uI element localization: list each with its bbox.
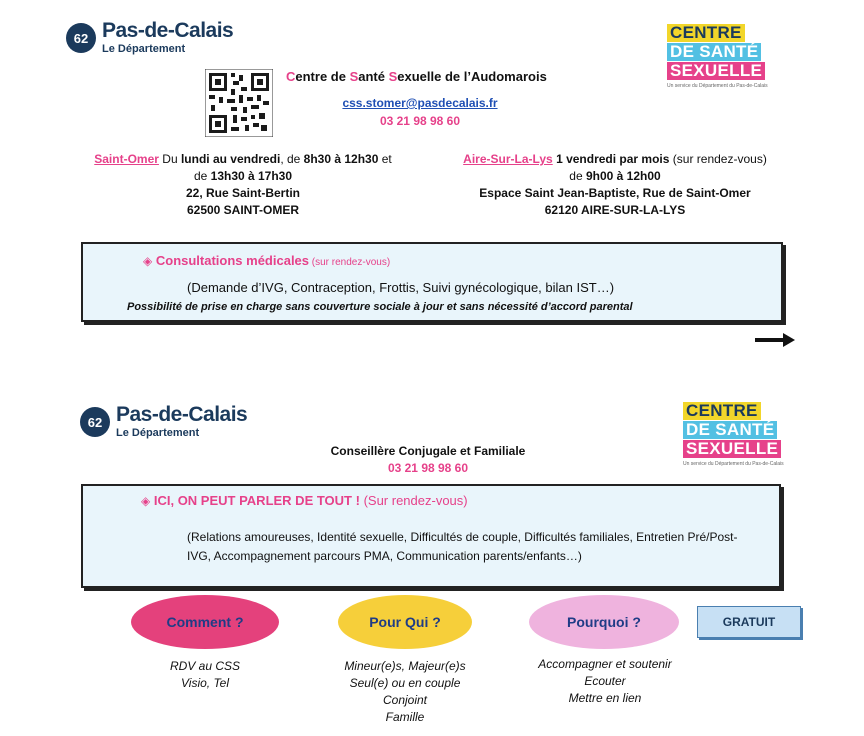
detail-line: Ecouter <box>584 674 626 688</box>
consult-title-text: Consultations médicales <box>155 253 310 268</box>
talk-title <box>141 493 468 508</box>
title-letter-s2: S <box>388 69 398 84</box>
dept-number: 62 <box>80 407 110 437</box>
title-part: exuelle de l’Audomarois <box>397 69 547 84</box>
saint-omer-address: 22, Rue Saint-Bertin <box>185 186 301 200</box>
pour-qui-details <box>320 658 490 726</box>
top-phone: 03 21 98 98 60 <box>379 114 461 128</box>
detail-line: Visio, Tel <box>180 676 230 690</box>
css-logo-line2: DE SANTÉ <box>683 421 777 439</box>
bottom-phone: 03 21 98 98 60 <box>387 461 469 475</box>
talk-title-text: ICI, ON PEUT PARLER DE TOUT ! <box>153 493 360 508</box>
frequency: 1 vendredi par mois <box>552 152 670 166</box>
diamond-icon: ◈ <box>143 254 153 268</box>
oval-comment <box>131 595 279 649</box>
detail-line: Mineur(e)s, Majeur(e)s <box>344 659 466 673</box>
center-title <box>286 69 547 84</box>
dept-name: Pas-de-Calais <box>102 19 234 42</box>
css-logo-line1: CENTRE <box>683 402 761 420</box>
aire-place: Aire-Sur-La-Lys <box>463 152 553 166</box>
dept-number: 62 <box>66 23 96 53</box>
detail-line: RDV au CSS <box>169 659 241 673</box>
title-part: anté <box>358 69 389 84</box>
pourquoi-details <box>520 656 690 707</box>
arrow-right-icon <box>755 333 797 347</box>
dept-logo-bottom <box>80 404 247 440</box>
hours: 9h00 à 12h00 <box>585 169 661 183</box>
days: lundi au vendredi <box>180 152 281 166</box>
qr-code-icon <box>205 69 273 137</box>
detail-line: Seul(e) ou en couple <box>349 676 461 690</box>
text: de <box>193 169 211 183</box>
oval-label: Comment ? <box>166 614 244 630</box>
detail-line: Famille <box>385 710 425 724</box>
css-logo-line3: SEXUELLE <box>667 62 765 80</box>
dept-sub: Le Département <box>116 427 200 439</box>
consultations-list: (Demande d’IVG, Contraception, Frottis, Suivi gynécologique, bilan IST…) <box>187 280 615 295</box>
aire-address: Espace Saint Jean-Baptiste, Rue de Saint-Omer <box>479 186 751 200</box>
css-logo-top <box>667 24 775 89</box>
dept-logo-top <box>66 20 233 56</box>
css-logo-line1: CENTRE <box>667 24 745 42</box>
css-logo-tagline: Un service du Département du Pas-de-Calais <box>667 83 768 89</box>
consultations-note: Possibilité de prise en charge sans couverture sociale à jour et sans nécessité d’accord parental <box>127 301 633 313</box>
text: , de <box>280 152 304 166</box>
hours: 13h30 à 17h30 <box>210 169 293 183</box>
saint-omer-place: Saint-Omer <box>94 152 159 166</box>
oval-pour-qui <box>338 595 472 649</box>
detail-line: Accompagner et soutenir <box>538 657 672 671</box>
consultations-title <box>143 253 390 268</box>
talk-box <box>81 484 781 588</box>
aire-city: 62120 AIRE-SUR-LA-LYS <box>544 203 686 217</box>
css-logo-line2: DE SANTÉ <box>667 43 761 61</box>
detail-line: Conjoint <box>382 693 428 707</box>
text: et <box>378 152 392 166</box>
talk-title-note: (Sur rendez-vous) <box>359 493 468 508</box>
text: Du <box>158 152 181 166</box>
saint-omer-city: 62500 SAINT-OMER <box>186 203 300 217</box>
oval-pourquoi <box>529 595 679 649</box>
oval-label: Pour Qui ? <box>369 614 441 630</box>
title-part: entre de <box>295 69 350 84</box>
oval-label: Pourquoi ? <box>567 614 641 630</box>
aire-block <box>440 151 790 219</box>
consultations-box <box>81 242 783 322</box>
hours: 8h30 à 12h30 <box>303 152 379 166</box>
dept-sub: Le Département <box>102 43 186 55</box>
css-logo-line3: SEXUELLE <box>683 440 781 458</box>
saint-omer-block <box>76 151 410 219</box>
detail-line: Mettre en lien <box>568 691 642 705</box>
talk-text: (Relations amoureuses, Identité sexuelle, Difficultés de couple, Difficultés familiales, Entretien Pré/Post-IVG, Accompagnement parcours PMA, Communication parents/enfants…) <box>187 530 738 563</box>
css-logo-bottom <box>683 402 791 467</box>
diamond-icon: ◈ <box>141 494 151 508</box>
css-logo-tagline: Un service du Département du Pas-de-Calais <box>683 461 784 467</box>
title-letter-s: S <box>349 69 359 84</box>
dept-name: Pas-de-Calais <box>116 403 248 426</box>
title-letter-c: C <box>286 69 296 84</box>
text: (sur rendez-vous) <box>669 152 767 166</box>
email-link[interactable]: css.stomer@pasdecalais.fr <box>342 96 498 110</box>
consult-title-note: (sur rendez-vous) <box>309 257 391 268</box>
comment-details <box>130 658 280 692</box>
counselor-title: Conseillère Conjugale et Familiale <box>330 444 526 458</box>
gratuit-badge: GRATUIT <box>697 606 801 638</box>
text: de <box>569 169 586 183</box>
